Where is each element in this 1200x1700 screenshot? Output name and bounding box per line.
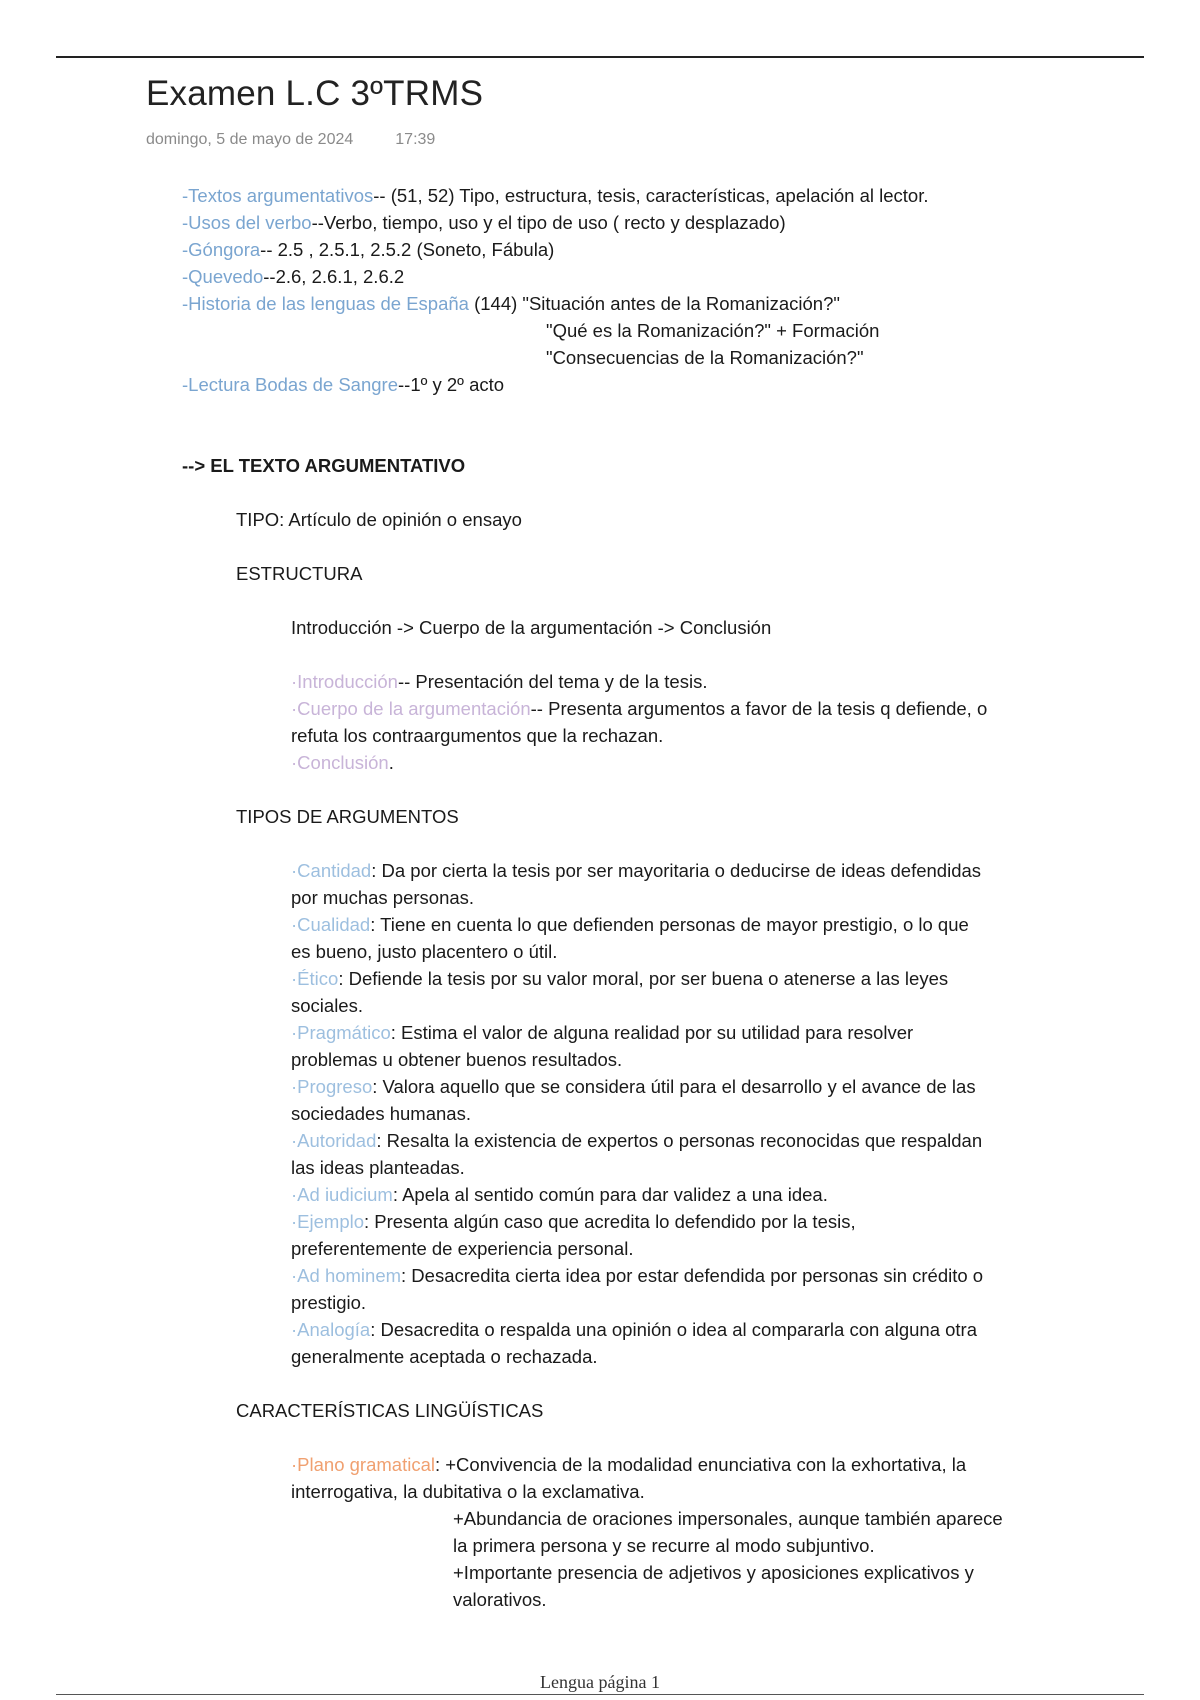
argument-label: Cualidad xyxy=(297,914,371,935)
topic-line: -Textos argumentativos-- (51, 52) Tipo, estructura, tesis, características, apelación al lector. xyxy=(182,185,929,206)
topic-line: -Usos del verbo--Verbo, tiempo, uso y el tipo de uso ( recto y desplazado) xyxy=(182,212,786,233)
plano-label: Plano gramatical xyxy=(297,1454,435,1475)
argument-item: ·Progreso: Valora aquello que se considera útil para el desarrollo y el avance de las xyxy=(291,1076,976,1097)
estructura-heading: ESTRUCTURA xyxy=(236,563,363,584)
argument-label: Ético xyxy=(297,968,339,989)
topic-line: "Qué es la Romanización?" + Formación xyxy=(546,320,880,341)
topic-link[interactable]: Quevedo xyxy=(188,266,264,287)
topic-link[interactable]: Historia de las lenguas de España xyxy=(188,293,469,314)
topic-line: "Consecuencias de la Romanización?" xyxy=(546,347,864,368)
page-date: domingo, 5 de mayo de 2024 xyxy=(146,131,354,148)
estructura-label: Conclusión xyxy=(297,752,389,773)
argument-label: Cantidad xyxy=(297,860,372,881)
estructura-item: ·Conclusión. xyxy=(291,752,394,773)
argument-cont: sociales. xyxy=(291,995,363,1016)
argument-cont: prestigio. xyxy=(291,1292,367,1313)
topic-line: -Historia de las lenguas de España (144) "Situación antes de la Romanización?" xyxy=(182,293,840,314)
estructura-item: ·Introducción-- Presentación del tema y de la tesis. xyxy=(291,671,708,692)
section-heading: --> EL TEXTO ARGUMENTATIVO xyxy=(182,455,466,476)
argument-cont: sociedades humanas. xyxy=(291,1103,471,1124)
page-title: Examen L.C 3ºTRMS xyxy=(146,74,484,113)
topic-link[interactable]: Lectura Bodas de Sangre xyxy=(188,374,398,395)
topic-line: -Quevedo--2.6, 2.6.1, 2.6.2 xyxy=(182,266,405,287)
plano-line: interrogativa, la dubitativa o la exclamativa. xyxy=(291,1481,645,1502)
argument-item: ·Ad hominem: Desacredita cierta idea por estar defendida por personas sin crédito o xyxy=(291,1265,984,1286)
page-time: 17:39 xyxy=(395,131,436,148)
argument-cont: preferentemente de experiencia personal. xyxy=(291,1238,634,1259)
estructura-flow: Introducción -> Cuerpo de la argumentación -> Conclusión xyxy=(291,617,772,638)
argument-item: ·Cualidad: Tiene en cuenta lo que defienden personas de mayor prestigio, o lo que xyxy=(291,914,969,935)
argument-label: Ad iudicium xyxy=(297,1184,393,1205)
argument-cont: generalmente aceptada o rechazada. xyxy=(291,1346,598,1367)
argument-label: Autoridad xyxy=(297,1130,377,1151)
estructura-label: Introducción xyxy=(297,671,398,692)
topic-line: -Góngora-- 2.5 , 2.5.1, 2.5.2 (Soneto, Fábula) xyxy=(182,239,555,260)
argument-cont: por muchas personas. xyxy=(291,887,475,908)
page-footer: Lengua página 1 xyxy=(540,1672,660,1692)
argument-cont: las ideas planteadas. xyxy=(291,1157,465,1178)
estructura-label: Cuerpo de la argumentación xyxy=(297,698,531,719)
argument-label: Pragmático xyxy=(297,1022,391,1043)
argument-cont: es bueno, justo placentero o útil. xyxy=(291,941,558,962)
topic-link[interactable]: Usos del verbo xyxy=(188,212,312,233)
plano-line: ·Plano gramatical: +Convivencia de la modalidad enunciativa con la exhortativa, la xyxy=(291,1454,967,1475)
bottom-rule xyxy=(56,1694,1144,1695)
argument-item: ·Pragmático: Estima el valor de alguna realidad por su utilidad para resolver xyxy=(291,1022,914,1043)
plano-line: +Importante presencia de adjetivos y aposiciones explicativos y xyxy=(453,1562,974,1583)
argument-label: Progreso xyxy=(297,1076,373,1097)
tipo-line: TIPO: Artículo de opinión o ensayo xyxy=(236,509,522,530)
plano-line: +Abundancia de oraciones impersonales, aunque también aparece xyxy=(453,1508,1003,1529)
argument-label: Analogía xyxy=(297,1319,371,1340)
argument-item: ·Ético: Defiende la tesis por su valor moral, por ser buena o atenerse a las leyes xyxy=(291,968,949,989)
plano-line: valorativos. xyxy=(453,1589,547,1610)
argument-cont: problemas u obtener buenos resultados. xyxy=(291,1049,623,1070)
page-meta xyxy=(146,131,435,149)
argument-item: ·Autoridad: Resalta la existencia de expertos o personas reconocidas que respaldan xyxy=(291,1130,983,1151)
tipos-heading: TIPOS DE ARGUMENTOS xyxy=(236,806,459,827)
plano-line: la primera persona y se recurre al modo subjuntivo. xyxy=(453,1535,875,1556)
estructura-item-cont: refuta los contraargumentos que la rechazan. xyxy=(291,725,664,746)
argument-label: Ejemplo xyxy=(297,1211,365,1232)
argument-item: ·Ejemplo: Presenta algún caso que acredita lo defendido por la tesis, xyxy=(291,1211,856,1232)
argument-label: Ad hominem xyxy=(297,1265,402,1286)
topic-link[interactable]: Textos argumentativos xyxy=(188,185,374,206)
argument-item: ·Analogía: Desacredita o respalda una opinión o idea al compararla con alguna otra xyxy=(291,1319,977,1340)
top-rule xyxy=(56,56,1144,58)
caract-heading: CARACTERÍSTICAS LINGÜÍSTICAS xyxy=(236,1400,544,1421)
estructura-item: ·Cuerpo de la argumentación-- Presenta argumentos a favor de la tesis q defiende, o xyxy=(291,698,988,719)
argument-item: ·Cantidad: Da por cierta la tesis por ser mayoritaria o deducirse de ideas defendidas xyxy=(291,860,982,881)
topic-link[interactable]: Góngora xyxy=(188,239,261,260)
topic-line: -Lectura Bodas de Sangre--1º y 2º acto xyxy=(182,374,505,395)
argument-item: ·Ad iudicium: Apela al sentido común para dar validez a una idea. xyxy=(291,1184,828,1205)
